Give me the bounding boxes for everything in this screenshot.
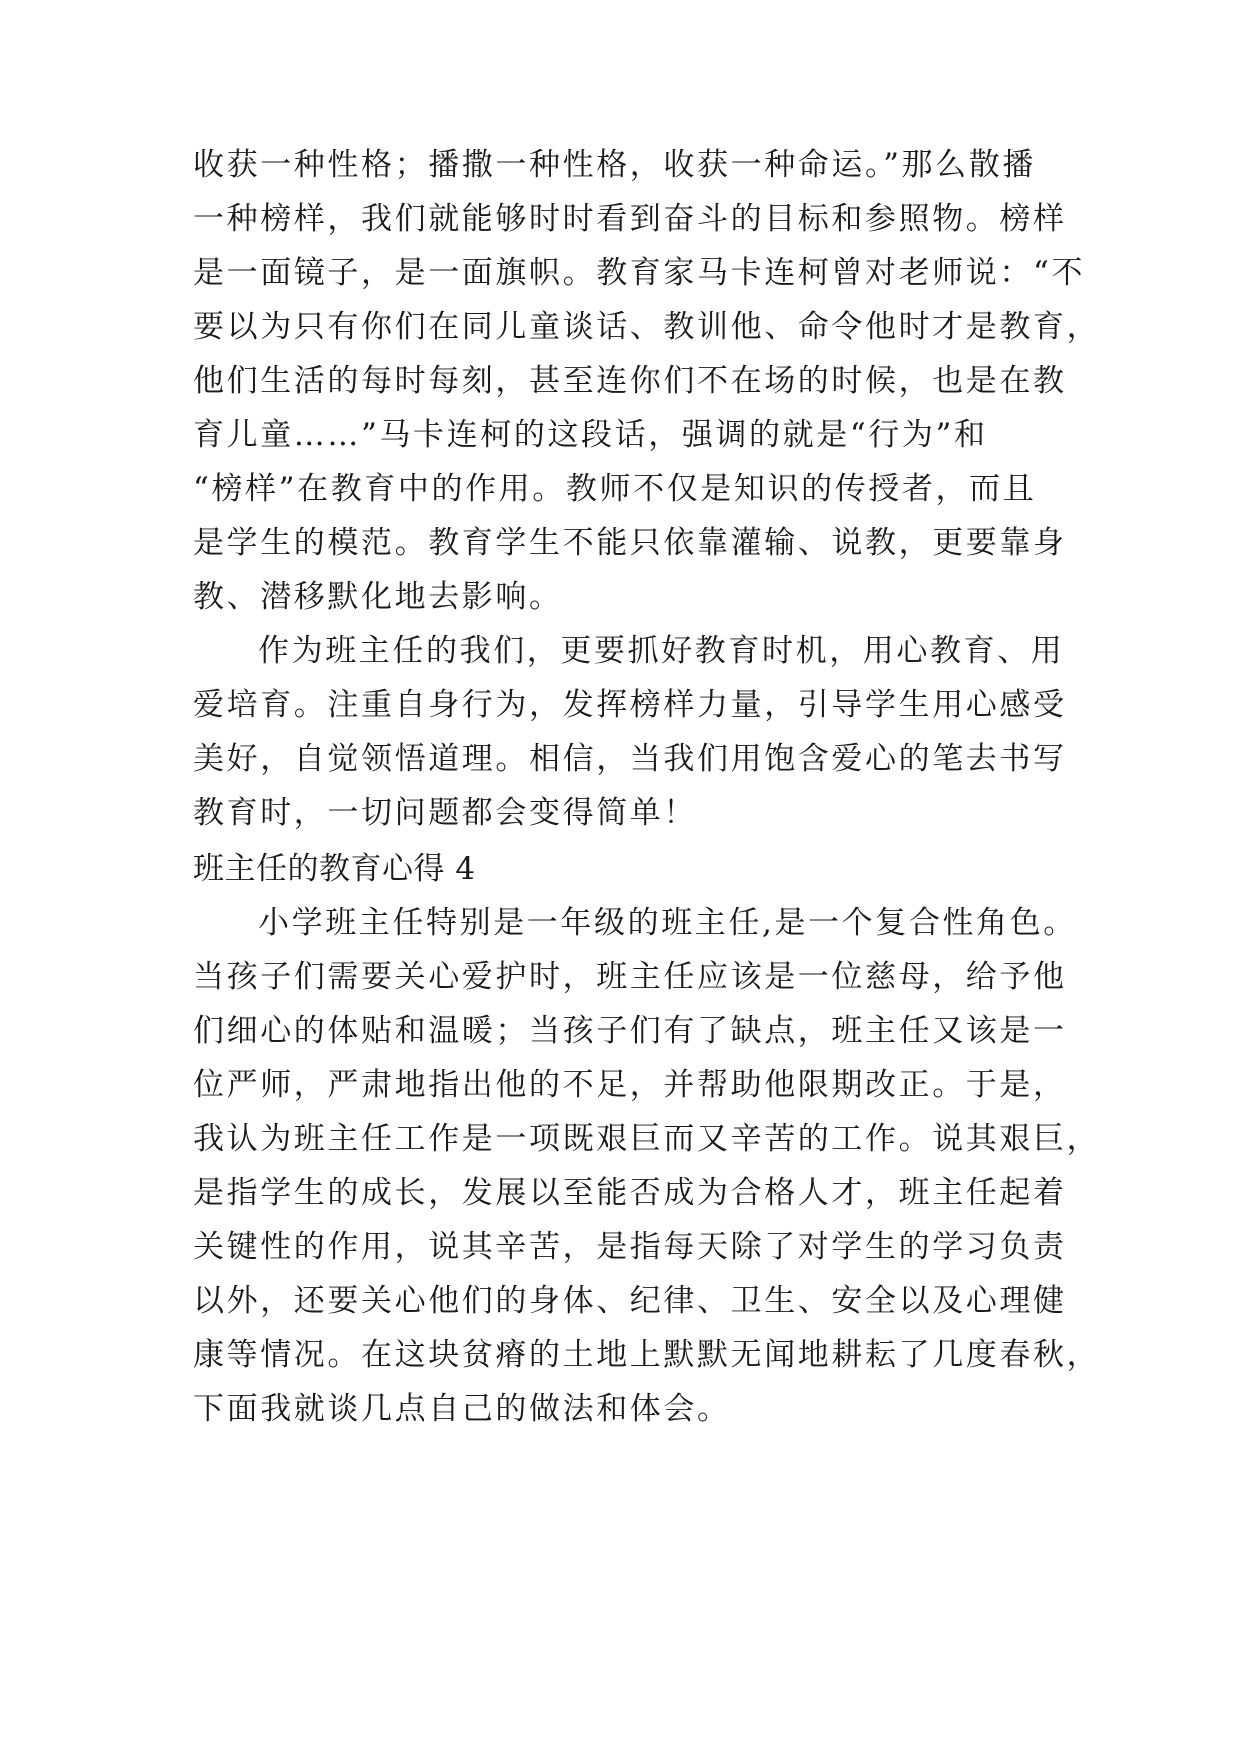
paragraph-3-line-3: 们细心的体贴和温暖；当孩子们有了缺点，班主任又该是一 <box>193 1013 1067 1049</box>
section-heading: 班主任的教育心得 4 <box>193 851 476 887</box>
paragraph-1-line-9: 教、潜移默化地去影响。 <box>193 579 563 615</box>
paragraph-3-line-10: 下面我就谈几点自己的做法和体会。 <box>193 1391 731 1427</box>
paragraph-3-line-6: 是指学生的成长，发展以至能否成为合格人才，班主任起着 <box>193 1175 1067 1211</box>
paragraph-3-line-1: 小学班主任特别是一年级的班主任,是一个复合性角色。 <box>258 905 1077 941</box>
paragraph-3-line-2: 当孩子们需要关心爱护时，班主任应该是一位慈母，给予他 <box>193 959 1067 995</box>
paragraph-1-line-1: 收获一种性格；播撒一种性格，收获一种命运。”那么散播 <box>193 147 1036 183</box>
paragraph-1-line-6: 育儿童……”马卡连柯的这段话，强调的就是“行为”和 <box>193 417 988 453</box>
paragraph-3-line-4: 位严师，严肃地指出他的不足，并帮助他限期改正。于是， <box>193 1067 1067 1103</box>
paragraph-3-line-5: 我认为班主任工作是一项既艰巨而又辛苦的工作。说其艰巨， <box>193 1121 1101 1157</box>
paragraph-1-line-7: “榜样”在教育中的作用。教师不仅是知识的传授者，而且 <box>193 471 1037 507</box>
paragraph-2-line-1: 作为班主任的我们，更要抓好教育时机，用心教育、用 <box>258 633 1065 669</box>
paragraph-1-line-2: 一种榜样，我们就能够时时看到奋斗的目标和参照物。榜样 <box>193 201 1067 237</box>
paragraph-3-line-9: 康等情况。在这块贫瘠的土地上默默无闻地耕耘了几度春秋， <box>193 1337 1101 1373</box>
paragraph-3-line-8: 以外，还要关心他们的身体、纪律、卫生、安全以及心理健 <box>193 1283 1067 1319</box>
paragraph-1-line-5: 他们生活的每时每刻，甚至连你们不在场的时候，也是在教 <box>193 363 1067 399</box>
paragraph-2-line-4: 教育时，一切问题都会变得简单！ <box>193 795 697 831</box>
paragraph-1-line-8: 是学生的模范。教育学生不能只依靠灌输、说教，更要靠身 <box>193 525 1067 561</box>
paragraph-1-line-3: 是一面镜子，是一面旗帜。教育家马卡连柯曾对老师说：“不 <box>193 255 1086 291</box>
paragraph-3-line-7: 关键性的作用，说其辛苦，是指每天除了对学生的学习负责 <box>193 1229 1067 1265</box>
paragraph-1-line-4: 要以为只有你们在同儿童谈话、教训他、命令他时才是教育， <box>193 309 1101 345</box>
paragraph-2-line-2: 爱培育。注重自身行为，发挥榜样力量，引导学生用心感受 <box>193 687 1067 723</box>
paragraph-2-line-3: 美好，自觉领悟道理。相信，当我们用饱含爱心的笔去书写 <box>193 741 1067 777</box>
